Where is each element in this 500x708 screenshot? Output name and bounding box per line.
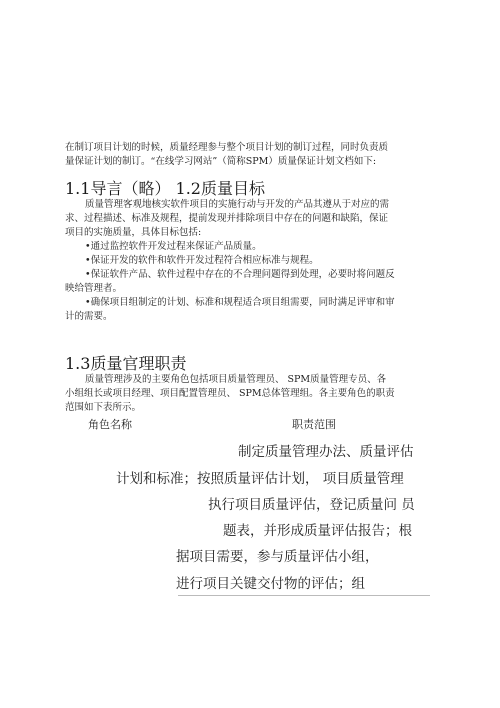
table-cell-line: 计划和标准；按照质量评估计划， 项目质量管理 bbox=[116, 471, 404, 487]
list-item: •通过监控软件开发过程来保证产品质量。 bbox=[85, 241, 262, 252]
section-heading-2: 1.3质量官理职责 bbox=[65, 354, 187, 373]
intro-paragraph: 在制订项目计划的时候，质量经理参与整个项目计划的制订过程，同时负责质量保证计划的制订。“在线学习网站”（简称SPM）质量保证计划文档如下: bbox=[65, 142, 389, 167]
table-cell-line: 据项目需要，参与质量评估小组， bbox=[176, 549, 379, 565]
list-item: •确保项目组制定的计划、标准和规程适合项目组需要，同时满足评审和审计的需要。 bbox=[65, 297, 395, 322]
table-cell-line: 制定质量管理办法、质量评估 bbox=[238, 444, 414, 460]
table-cell-line: 进行项目关键交付物的评估；组 bbox=[176, 576, 365, 592]
table-cell-line: 执行项目质量评估，登记质量问 员 bbox=[208, 497, 415, 513]
responsibility-paragraph: 质量管理涉及的主要角色包括项目质量管理员、 SPM质量管理专员、各小组组长或项目经理、项目配置管理员、 SPM总体管理组。各主要角色的职责范围如下表所示。 bbox=[65, 374, 395, 413]
list-item: •保证软件产品、软件过程中存在的不合理问题得到处理，必要时将问题反映给管理者。 bbox=[65, 269, 395, 294]
table-cell-line: 题表，并形成质量评估报告；根 bbox=[223, 523, 412, 539]
goal-list bbox=[65, 240, 395, 324]
quality-goal-paragraph: 质量管理客观地核实软件项目的实施行动与开发的产品其遵从于对应的需求、过程描述、标准及规程，提前发现并排除项目中存在的问题和缺陷，保证项目的实施质量，具体目标包括: bbox=[65, 199, 390, 238]
section-heading-1: 1.1导言（略） 1.2质量目标 bbox=[65, 179, 265, 198]
table-rule bbox=[178, 595, 430, 596]
table-header-scope: 职责范围 bbox=[292, 418, 336, 431]
list-item: •保证开发的软件和软件开发过程符合相应标准与规程。 bbox=[85, 255, 319, 266]
table-header-role: 角色名称 bbox=[88, 418, 132, 431]
